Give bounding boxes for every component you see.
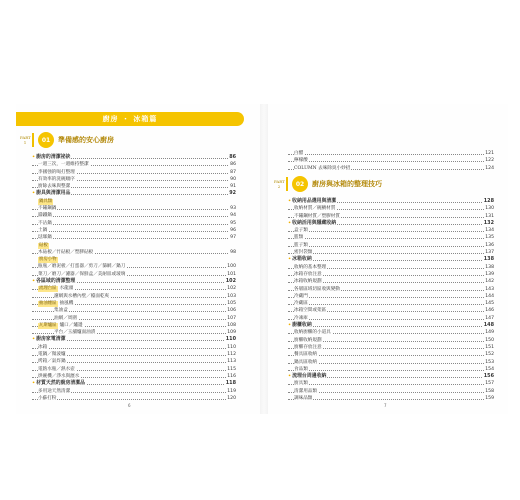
toc-entry-text: 材質天然的廚房清潔品 — [36, 380, 86, 387]
toc-page-number: 144 — [485, 293, 494, 299]
toc-entry-text: 流理台周邊收納 — [292, 373, 327, 380]
toc-entry-title — [294, 271, 323, 278]
toc-entry-title — [294, 234, 304, 241]
toc-list-left — [32, 154, 236, 402]
toc-entry-text: 廚房的清潔祕訣 — [36, 154, 71, 160]
category-tag: 鍋具類 — [39, 198, 53, 204]
toc-page-number: 100 — [227, 264, 236, 270]
toc-entry-row — [288, 205, 494, 212]
leader-dots — [288, 304, 494, 305]
toc-entry-title — [294, 359, 318, 366]
toc-entry-row — [288, 395, 494, 402]
toc-entry-title — [38, 220, 53, 227]
toc-entry-text: 不沾鍋 — [38, 220, 52, 226]
toc-page-number: 87 — [230, 169, 236, 175]
toc-entry-title — [294, 264, 327, 271]
toc-entry-text: 不鏽鋼材質／塑膠材質 — [294, 213, 340, 219]
toc-entry-text: 收納材質／碗櫥材質 — [294, 206, 336, 212]
toc-entry-text: 密封袋類 — [294, 250, 313, 256]
toc-page-number: 145 — [485, 301, 494, 307]
toc-page-number: 142 — [485, 279, 494, 285]
toc-page-number: 130 — [485, 206, 494, 212]
leader-dots — [288, 161, 494, 162]
toc-entry-title — [294, 157, 309, 164]
toc-entry-text: 廚餘去味與整潔 — [38, 184, 71, 190]
page-number: 6 — [128, 403, 131, 408]
toc-entry-row — [288, 213, 494, 220]
toc-page-number: 136 — [485, 242, 494, 248]
toc-entry-row — [32, 176, 236, 183]
toc-entry-title — [38, 227, 48, 234]
toc-entry-text: 冷藏門 — [294, 293, 308, 299]
toc-page-number: 113 — [227, 359, 236, 365]
toc-entry-text: 廚櫃存放注意 — [294, 344, 322, 350]
toc-entry-row — [288, 293, 494, 300]
toc-entry-text: 冰箱收納規劃 — [294, 279, 322, 285]
toc-entry-text: 冰箱收納 — [292, 256, 312, 263]
toc-entry-title — [38, 198, 56, 205]
toc-page-number: 154 — [485, 366, 494, 372]
toc-heading-row — [32, 278, 236, 285]
toc-page-number: 95 — [230, 220, 236, 226]
toc-entry-title — [294, 380, 309, 387]
toc-heading-row — [288, 198, 494, 205]
toc-page-number: 146 — [485, 308, 494, 314]
toc-entry-row — [288, 380, 494, 387]
toc-entry-text: 廚櫃收納規劃 — [294, 337, 322, 343]
toc-entry-row — [288, 157, 494, 164]
toc-entry-title — [38, 366, 76, 373]
toc-entry-row — [288, 315, 494, 322]
leader-dots — [288, 246, 494, 247]
leader-dots — [288, 399, 494, 400]
toc-entry-row — [288, 351, 494, 358]
toc-entry-row — [288, 307, 494, 314]
toc-entry-text: 籃子類 — [294, 242, 308, 248]
toc-entry-title — [38, 351, 67, 358]
section-number-badge: 02 — [292, 176, 308, 192]
toc-page-number: 137 — [485, 250, 494, 256]
toc-entry-title — [294, 315, 309, 322]
toc-entry-text: 清潔用品類 — [294, 388, 317, 394]
toc-entry-text: 收納的基本整理 — [294, 264, 327, 270]
toc-entry-title — [32, 190, 71, 197]
toc-page-number: 121 — [485, 151, 494, 156]
toc-page-number: 139 — [485, 271, 494, 277]
toc-entry-title — [38, 161, 90, 168]
toc-entry-text: 烘碗機／淨水與瀝水 — [38, 373, 80, 379]
section-heading-part2 — [274, 176, 382, 192]
toc-entry-title — [38, 344, 48, 351]
toc-entry-row — [32, 212, 236, 219]
toc-page-number: 96 — [230, 227, 236, 233]
toc-entry-row — [32, 169, 236, 176]
toc-entry-title — [54, 307, 69, 314]
toc-page-number: 93 — [230, 206, 236, 212]
leader-dots — [288, 326, 494, 327]
toc-page-number: 106 — [227, 308, 236, 314]
toc-page-number: 149 — [485, 330, 494, 336]
toc-page-number: 150 — [485, 337, 494, 343]
toc-page-number: 138 — [483, 256, 494, 263]
toc-page-number: 143 — [485, 286, 494, 292]
leader-dots — [288, 231, 494, 232]
toc-entry-title — [38, 234, 53, 241]
toc-entry-title — [294, 300, 309, 307]
toc-entry-text: 各區域的清潔整理 — [36, 278, 76, 285]
toc-entry-row — [32, 358, 236, 365]
toc-page-number: 135 — [485, 235, 494, 241]
toc-page-number: 86 — [229, 154, 236, 160]
toc-entry-text: 廚具與清潔用品 — [36, 190, 71, 197]
toc-page-number: 98 — [230, 249, 236, 255]
toc-entry-row — [32, 300, 236, 307]
toc-entry-text: 不鏽鋼鍋 — [38, 206, 57, 212]
toc-entry-row — [288, 264, 494, 271]
toc-heading-row — [32, 154, 236, 161]
toc-entry-row — [288, 242, 494, 249]
toc-entry-text: 冰箱存放注意 — [294, 271, 322, 277]
toc-page-number: 116 — [227, 373, 236, 379]
leader-dots — [288, 363, 494, 364]
toc-entry-text: 多用途天然清潔 — [38, 388, 71, 394]
leader-dots — [32, 231, 236, 232]
toc-entry-row — [32, 271, 236, 278]
category-tag: 廚房小物 — [39, 257, 57, 263]
toc-entry-title — [32, 336, 67, 343]
toc-heading-row — [288, 322, 494, 329]
toc-entry-row — [32, 249, 236, 256]
toc-entry-title — [38, 395, 57, 402]
toc-entry-row — [32, 351, 236, 358]
toc-entry-title — [288, 220, 337, 227]
toc-page-number: 153 — [485, 359, 494, 365]
left-page — [16, 104, 260, 414]
toc-entry-title — [38, 285, 74, 292]
toc-entry-text: 水龍頭 — [59, 286, 74, 292]
toc-page-number: 138 — [485, 264, 494, 270]
toc-entry-text: 平台／玉舖爐面油漬 — [54, 330, 96, 336]
toc-page-number: 119 — [227, 388, 236, 394]
leader-dots — [288, 238, 494, 239]
toc-entry-title — [38, 242, 52, 249]
section-part-label: PART 1 — [20, 135, 31, 145]
category-tag: 抽油煙區 — [39, 300, 57, 306]
category-tag: 砧板 — [39, 242, 48, 248]
toc-page-number: 157 — [485, 381, 494, 387]
leader-dots — [32, 224, 236, 225]
toc-entry-row — [32, 293, 236, 300]
toc-entry-title — [38, 358, 67, 365]
toc-entry-title — [38, 271, 126, 278]
leader-dots — [288, 355, 494, 356]
toc-entry-title — [294, 205, 336, 212]
toc-entry-row — [288, 388, 494, 395]
toc-page-number: 151 — [485, 344, 494, 350]
toc-page-number: 91 — [230, 184, 236, 190]
leader-dots — [288, 154, 494, 155]
toc-page-number: 132 — [483, 219, 494, 226]
toc-entry-row — [288, 337, 494, 344]
toc-page-number: 97 — [230, 235, 236, 241]
toc-entry-row — [32, 395, 236, 402]
leader-dots — [288, 392, 494, 393]
toc-page-number: 131 — [485, 213, 494, 219]
section-title: 準備感的安心廚房 — [58, 135, 114, 144]
toc-entry-text: 餐具區收納 — [294, 352, 317, 358]
toc-entry-text: 油網／周圍 — [54, 315, 77, 321]
leader-dots — [288, 384, 494, 385]
toc-page-number: 109 — [227, 330, 236, 336]
toc-entry-text: 鑄鐵鍋 — [38, 213, 52, 219]
toc-entry-text: 土鍋 — [38, 227, 48, 233]
toc-entry-text: 鍋具區收納 — [294, 359, 317, 365]
toc-entry-text: 冰箱 — [38, 344, 48, 350]
toc-entry-title — [38, 300, 74, 307]
leader-dots — [32, 238, 236, 239]
toc-list-right-top — [288, 150, 494, 172]
toc-entry-title — [294, 351, 318, 358]
toc-page-number: 103 — [227, 293, 236, 299]
toc-entry-title — [294, 344, 323, 351]
book-spread — [16, 104, 508, 414]
toc-entry-title — [294, 307, 327, 314]
toc-page-number: 115 — [227, 366, 236, 372]
toc-entry-row — [32, 388, 236, 395]
section-title: 廚房與冰箱的整理技巧 — [312, 179, 382, 188]
toc-entry-row — [288, 286, 494, 293]
toc-page-number: 156 — [483, 373, 494, 380]
toc-page-number: 102 — [225, 278, 236, 285]
toc-entry-text: 琺瑯鍋 — [38, 235, 52, 241]
toc-entry-row — [32, 234, 236, 241]
toc-page-number: 107 — [227, 315, 236, 321]
toc-entry-row — [32, 205, 236, 212]
toc-entry-row — [288, 249, 494, 256]
toc-entry-text: 電熱水瓶／熱水壺 — [38, 366, 75, 372]
toc-entry-row — [32, 256, 236, 263]
toc-page-number: 102 — [227, 286, 236, 292]
toc-entry-title — [54, 315, 78, 322]
toc-entry-row — [288, 359, 494, 366]
toc-entry-text: COLUMN 去味除臭小妙招 — [294, 165, 351, 171]
toc-list-right — [288, 198, 494, 402]
toc-page-number: 108 — [227, 322, 236, 328]
toc-entry-text: 廚櫃收納 — [292, 322, 312, 329]
toc-entry-row — [32, 263, 236, 270]
toc-entry-row — [288, 278, 494, 285]
toc-page-number: 86 — [230, 162, 236, 168]
toc-entry-text: 收納用品選用與清潔 — [292, 198, 337, 204]
leader-dots — [288, 319, 494, 320]
toc-entry-text: 爐口／爐邊 — [59, 322, 83, 328]
toc-page-number: 148 — [483, 322, 494, 329]
toc-entry-title — [32, 380, 86, 387]
toc-page-number: 134 — [485, 228, 494, 234]
toc-entry-title — [294, 213, 341, 220]
toc-entry-title — [38, 256, 61, 263]
toc-page-number: 128 — [483, 198, 494, 204]
toc-page-number: 94 — [230, 213, 236, 219]
toc-page-number: 110 — [227, 344, 236, 350]
toc-entry-row — [32, 285, 236, 292]
toc-page-number: 110 — [225, 336, 236, 343]
toc-page-number: 92 — [229, 190, 236, 197]
toc-page-number: 122 — [485, 158, 494, 164]
toc-entry-text: 收納廚櫃的小道具 — [294, 330, 331, 336]
toc-entry-title — [38, 212, 53, 219]
toc-entry-row — [32, 366, 236, 373]
toc-heading-row — [288, 373, 494, 380]
toc-entry-row — [288, 344, 494, 351]
leader-dots — [32, 216, 236, 217]
toc-entry-row — [288, 165, 494, 172]
toc-page-number: 120 — [227, 395, 236, 401]
toc-entry-row — [288, 227, 494, 234]
toc-entry-row — [288, 329, 494, 336]
toc-entry-title — [38, 249, 94, 256]
toc-entry-title — [294, 293, 309, 300]
toc-entry-text: 集油盒 — [54, 308, 68, 314]
toc-entry-title — [288, 322, 313, 329]
toc-entry-text: 木砧板／竹砧板／塑膠砧板 — [38, 249, 94, 255]
leader-dots — [288, 253, 494, 254]
toc-entry-title — [294, 165, 351, 172]
toc-entry-row — [32, 227, 236, 234]
toc-entry-title — [294, 395, 313, 402]
toc-page-number: 124 — [485, 165, 494, 171]
toc-entry-row — [288, 300, 494, 307]
toc-entry-text: 各層區域切區收與變動 — [294, 286, 340, 292]
leader-dots — [288, 370, 494, 371]
toc-entry-text: 廚具類 — [294, 381, 308, 387]
toc-entry-title — [54, 293, 110, 300]
toc-entry-row — [288, 150, 494, 157]
leader-dots — [32, 399, 236, 400]
toc-entry-title — [38, 388, 71, 395]
toc-entry-title — [38, 263, 126, 270]
right-page — [268, 104, 508, 414]
toc-entry-title — [294, 337, 323, 344]
toc-entry-text: 收納活用與隱藏收納 — [292, 219, 337, 226]
leader-dots — [288, 297, 494, 298]
toc-entry-row — [32, 220, 236, 227]
toc-entry-title — [288, 373, 327, 380]
toc-entry-text: 一週三次，一週維持整潔 — [38, 162, 89, 168]
leader-dots — [32, 209, 236, 210]
toc-entry-text: 烤箱／氣炸鍋 — [38, 359, 66, 365]
toc-entry-title — [38, 169, 76, 176]
section-number-badge: 01 — [38, 132, 54, 148]
category-tag: 流理台區 — [39, 286, 57, 292]
page-number: 7 — [384, 403, 387, 408]
toc-entry-title — [294, 329, 332, 336]
toc-entry-text: 電鍋／微波爐 — [38, 352, 66, 358]
toc-entry-text: 檸檬酸 — [294, 158, 308, 164]
toc-entry-text: 小蘇打粉 — [38, 395, 57, 401]
toc-entry-title — [288, 198, 337, 205]
toc-entry-title — [38, 205, 57, 212]
toc-entry-text: 白醋 — [294, 151, 304, 156]
toc-entry-title — [288, 256, 313, 263]
toc-entry-row — [288, 234, 494, 241]
toc-entry-title — [38, 322, 84, 329]
toc-entry-text: 廚房家電清潔 — [36, 336, 66, 343]
toc-entry-text: 冰箱空間或架區 — [294, 308, 327, 314]
toc-entry-text: 冷凍庫 — [294, 315, 308, 321]
toc-entry-text: 菜刀／磨刀／濾器／保鮮盒／美耐皿或玻璃 — [38, 271, 126, 277]
book-gutter — [260, 104, 268, 414]
toc-heading-row — [288, 256, 494, 263]
section-heading-part1 — [20, 132, 114, 148]
leader-dots — [288, 260, 494, 261]
toc-entry-title — [32, 154, 71, 161]
toc-entry-row — [32, 161, 236, 168]
toc-page-number: 112 — [227, 352, 236, 358]
toc-page-number: 90 — [230, 176, 236, 182]
toc-entry-text: 濾網與水槽內壁／檯面乾爽 — [54, 293, 110, 299]
toc-entry-text: 調味品類 — [294, 396, 313, 402]
toc-entry-text: 瓶瓶／磨泥板／打蛋器／剪刀／篩網／鍋刀 — [38, 264, 126, 270]
toc-entry-row — [32, 242, 236, 249]
toc-entry-title — [294, 227, 309, 234]
toc-entry-text: 籃類 — [294, 235, 304, 241]
toc-entry-text: 抽風機 — [59, 300, 74, 306]
toc-entry-title — [294, 278, 323, 285]
toc-page-number: 147 — [485, 315, 494, 321]
toc-page-number: 101 — [227, 271, 236, 277]
toc-page-number: 152 — [485, 352, 494, 358]
toc-entry-title — [294, 242, 309, 249]
toc-entry-text: 盒子類 — [294, 228, 308, 234]
toc-entry-row — [32, 307, 236, 314]
section-part-label: PART 2 — [274, 179, 285, 189]
toc-entry-title — [32, 278, 76, 285]
toc-entry-title — [294, 150, 304, 157]
toc-entry-row — [288, 271, 494, 278]
leader-dots — [32, 348, 236, 349]
toc-page-number: 118 — [225, 380, 236, 387]
toc-heading-row — [288, 220, 494, 227]
section-bar — [286, 177, 288, 191]
toc-entry-row — [32, 198, 236, 205]
toc-entry-text: 有效率的洗碗順序 — [38, 176, 75, 182]
toc-entry-title — [38, 176, 76, 183]
section-bar — [32, 133, 34, 147]
toc-heading-row — [32, 190, 236, 197]
toc-heading-row — [32, 380, 236, 387]
toc-page-number: 105 — [227, 300, 236, 306]
toc-page-number: 158 — [485, 388, 494, 394]
toc-entry-row — [32, 315, 236, 322]
toc-entry-row — [32, 344, 236, 351]
category-tag: 瓦斯爐區 — [39, 322, 57, 328]
toc-entry-row — [32, 322, 236, 329]
toc-heading-row — [32, 336, 236, 343]
chapter-banner: 廚房 ・ 冰箱篇 — [16, 112, 244, 126]
toc-entry-text: 冷藏區 — [294, 301, 308, 307]
toc-page-number: 159 — [485, 396, 494, 402]
toc-entry-title — [294, 286, 341, 293]
toc-entry-title — [294, 388, 318, 395]
toc-entry-text: 食品類 — [294, 366, 308, 372]
toc-entry-text: 李國強的喝打整理 — [38, 169, 75, 175]
